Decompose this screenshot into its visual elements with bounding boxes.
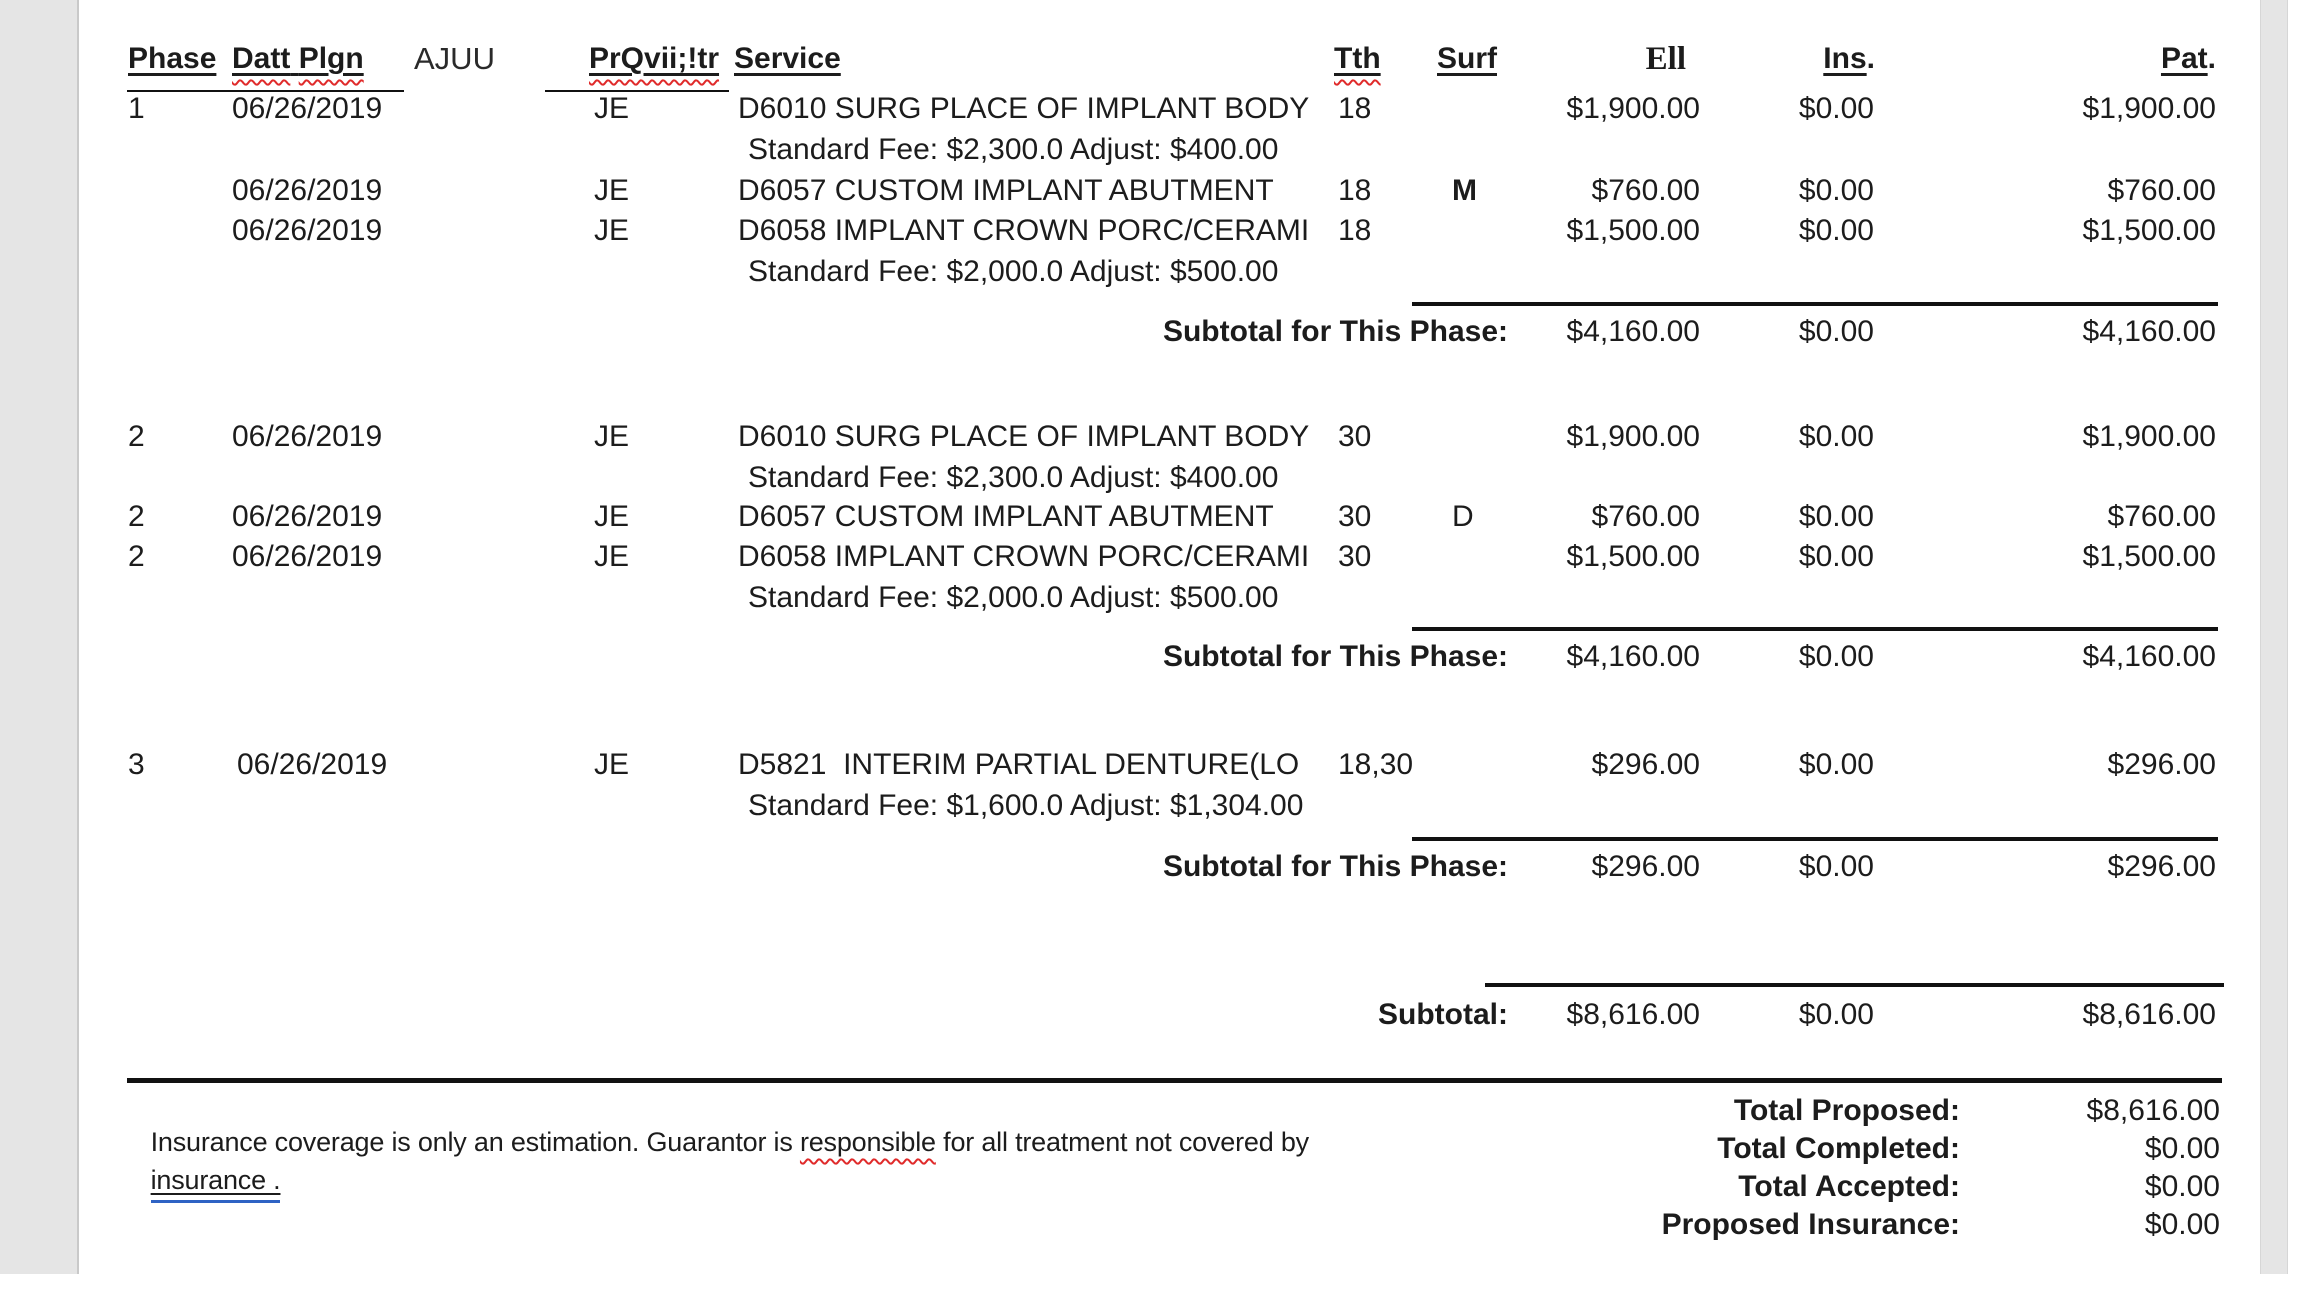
tooth-cell: 18,30	[1338, 748, 1414, 781]
table-row	[0, 174, 2304, 210]
grand-subtotal-fee: $8,616.00	[1566, 998, 1700, 1031]
fee-cell: $1,900.00	[1566, 420, 1700, 453]
col-header-date: Datt Plgn	[232, 42, 364, 75]
grand-subtotal-insurance: $0.00	[1798, 998, 1874, 1031]
insurance-cell: $0.00	[1798, 92, 1874, 125]
subtotal-rule	[1412, 837, 2218, 841]
phase-cell: 2	[128, 500, 145, 533]
subtotal-patient: $296.00	[2107, 850, 2216, 883]
disclaimer-flagged-word: responsible	[799, 1127, 936, 1157]
service-cell: D6010 SURG PLACE OF IMPLANT BODY	[738, 92, 1310, 125]
date-cell: 06/26/2019	[232, 500, 383, 533]
total-row	[0, 1094, 2304, 1130]
grand-subtotal-patient: $8,616.00	[2082, 998, 2216, 1031]
tooth-cell: 30	[1338, 420, 1372, 453]
surface-cell: M	[1452, 174, 1477, 207]
table-row	[0, 748, 2304, 784]
subtotal-rule	[1412, 627, 2218, 631]
date-cell: 06/26/2019	[232, 420, 383, 453]
total-accepted-label: Total Accepted:	[1738, 1170, 1960, 1203]
fee-cell: $760.00	[1591, 500, 1700, 533]
patient-cell: $296.00	[2107, 748, 2216, 781]
disclaimer-text: for all treatment not covered by	[935, 1127, 1309, 1157]
patient-cell: $1,900.00	[2082, 92, 2216, 125]
phase-cell: 2	[128, 540, 145, 573]
standard-fee-note: Standard Fee: $1,600.0 Adjust: $1,304.00	[748, 789, 1304, 822]
service-cell: D6010 SURG PLACE OF IMPLANT BODY	[738, 420, 1310, 453]
insurance-cell: $0.00	[1798, 420, 1874, 453]
table-row	[0, 92, 2304, 128]
table-row	[0, 540, 2304, 576]
fee-cell: $1,500.00	[1566, 540, 1700, 573]
col-header-provider: PrQvii;!tr	[589, 42, 720, 75]
col-header-patient: Pat.	[2160, 42, 2216, 75]
service-cell: D5821 INTERIM PARTIAL DENTURE(LO	[738, 748, 1300, 781]
subtotal-fee: $296.00	[1591, 850, 1700, 883]
insurance-cell: $0.00	[1798, 214, 1874, 247]
date-cell: 06/26/2019	[232, 214, 383, 247]
tooth-cell: 30	[1338, 540, 1372, 573]
fee-note-row	[0, 133, 2304, 169]
tooth-cell: 18	[1338, 214, 1372, 247]
service-cell: D6058 IMPLANT CROWN PORC/CERAMI	[738, 214, 1310, 247]
date-cell: 06/26/2019	[232, 92, 383, 125]
tooth-cell: 18	[1338, 174, 1372, 207]
phase-subtotal-row	[0, 315, 2304, 351]
patient-cell: $760.00	[2107, 500, 2216, 533]
provider-cell: JE	[594, 174, 630, 207]
provider-cell: JE	[594, 748, 630, 781]
table-row	[0, 420, 2304, 456]
patient-cell: $760.00	[2107, 174, 2216, 207]
total-row	[0, 1132, 2304, 1168]
standard-fee-note: Standard Fee: $2,300.0 Adjust: $400.00	[748, 461, 1279, 494]
provider-cell: JE	[594, 540, 630, 573]
grand-subtotal-label: Subtotal:	[1378, 998, 1508, 1031]
provider-cell: JE	[594, 214, 630, 247]
date-cell: 06/26/2019	[232, 540, 383, 573]
total-proposed-value: $8,616.00	[2086, 1094, 2220, 1127]
col-header-fee: Ell	[1645, 41, 1686, 77]
col-header-service: Service	[734, 42, 841, 75]
subtotal-label: Subtotal for This Phase:	[1162, 850, 1508, 883]
patient-cell: $1,900.00	[2082, 420, 2216, 453]
insurance-cell: $0.00	[1798, 540, 1874, 573]
service-cell: D6057 CUSTOM IMPLANT ABUTMENT	[738, 500, 1274, 533]
phase-subtotal-row	[0, 850, 2304, 886]
fee-cell: $760.00	[1591, 174, 1700, 207]
phase-cell: 2	[128, 420, 145, 453]
subtotal-insurance: $0.00	[1798, 850, 1874, 883]
col-header-insurance: Ins.	[1823, 42, 1875, 75]
subtotal-rule	[1412, 302, 2218, 306]
total-completed-label: Total Completed:	[1717, 1132, 1960, 1165]
total-row	[0, 1170, 2304, 1206]
subtotal-patient: $4,160.00	[2082, 315, 2216, 348]
subtotal-insurance: $0.00	[1798, 315, 1874, 348]
provider-cell: JE	[594, 92, 630, 125]
standard-fee-note: Standard Fee: $2,300.0 Adjust: $400.00	[748, 133, 1279, 166]
fee-cell: $296.00	[1591, 748, 1700, 781]
total-row	[0, 1208, 2304, 1244]
table-row	[0, 214, 2304, 250]
proposed-insurance-label: Proposed Insurance:	[1661, 1208, 1960, 1241]
phase-cell: 1	[128, 92, 145, 125]
fee-cell: $1,900.00	[1566, 92, 1700, 125]
fee-note-row	[0, 461, 2304, 497]
subtotal-insurance: $0.00	[1798, 640, 1874, 673]
subtotal-label: Subtotal for This Phase:	[1162, 315, 1508, 348]
subtotal-patient: $4,160.00	[2082, 640, 2216, 673]
total-accepted-value: $0.00	[2144, 1170, 2220, 1203]
provider-cell: JE	[594, 420, 630, 453]
proposed-insurance-value: $0.00	[2144, 1208, 2220, 1241]
provider-cell: JE	[594, 500, 630, 533]
date-cell: 06/26/2019	[237, 748, 388, 781]
fee-note-row	[0, 789, 2304, 825]
tooth-cell: 18	[1338, 92, 1372, 125]
surface-cell: D	[1452, 500, 1474, 533]
tooth-cell: 30	[1338, 500, 1372, 533]
subtotal-fee: $4,160.00	[1566, 640, 1700, 673]
total-completed-value: $0.00	[2144, 1132, 2220, 1165]
grand-subtotal-row	[0, 998, 2304, 1034]
standard-fee-note: Standard Fee: $2,000.0 Adjust: $500.00	[748, 581, 1279, 614]
service-cell: D6057 CUSTOM IMPLANT ABUTMENT	[738, 174, 1274, 207]
col-header-tooth: Tth	[1334, 42, 1381, 75]
fee-note-row	[0, 255, 2304, 291]
patient-cell: $1,500.00	[2082, 540, 2216, 573]
phase-subtotal-row	[0, 640, 2304, 676]
insurance-cell: $0.00	[1798, 748, 1874, 781]
grand-subtotal-rule	[1485, 983, 2224, 987]
date-cell: 06/26/2019	[232, 174, 383, 207]
table-row	[0, 500, 2304, 536]
col-header-surface: Surf	[1437, 42, 1497, 75]
column-header-row	[0, 42, 2304, 78]
total-proposed-label: Total Proposed:	[1733, 1094, 1960, 1127]
fee-cell: $1,500.00	[1566, 214, 1700, 247]
service-cell: D6058 IMPLANT CROWN PORC/CERAMI	[738, 540, 1310, 573]
insurance-cell: $0.00	[1798, 174, 1874, 207]
patient-cell: $1,500.00	[2082, 214, 2216, 247]
insurance-link-text: insurance .	[150, 1165, 281, 1195]
col-header-ajuu: AJUU	[414, 41, 495, 76]
standard-fee-note: Standard Fee: $2,000.0 Adjust: $500.00	[748, 255, 1279, 288]
phase-cell: 3	[128, 748, 145, 781]
subtotal-fee: $4,160.00	[1566, 315, 1700, 348]
subtotal-label: Subtotal for This Phase:	[1162, 640, 1508, 673]
insurance-cell: $0.00	[1798, 500, 1874, 533]
fee-note-row	[0, 581, 2304, 617]
footer-rule	[127, 1078, 2222, 1083]
disclaimer-text: Insurance coverage is only an estimation. Guarantor is	[150, 1127, 800, 1157]
col-header-phase: Phase	[128, 42, 217, 75]
